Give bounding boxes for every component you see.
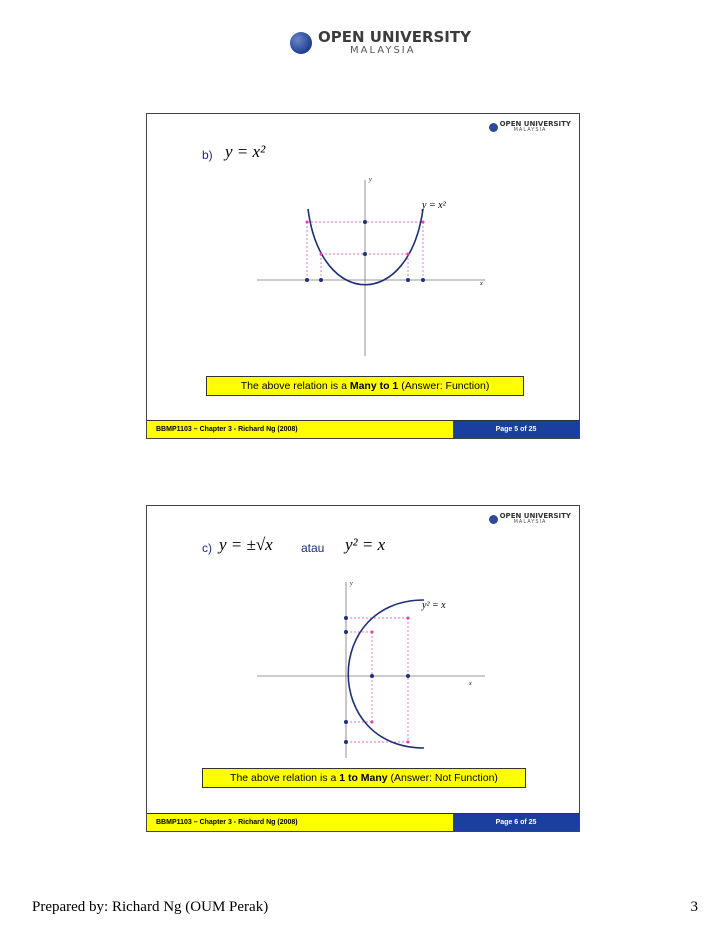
curve-label: y = x²: [422, 200, 446, 211]
slide-logo: OPEN UNIVERSITY MALAYSIA: [489, 121, 571, 133]
slide-label: b): [202, 148, 213, 162]
guide-lines: [346, 618, 408, 742]
logo-line1: OPEN UNIVERSITY: [318, 28, 471, 46]
prepared-by: Prepared by: Richard Ng (OUM Perak): [32, 899, 269, 915]
axis-label-y: y: [369, 177, 372, 183]
footer-course: BBMP1103 – Chapter 3 - Richard Ng (2008): [156, 819, 298, 826]
slide-equation-2: y² = x: [345, 535, 386, 554]
relation-callout: The above relation is a Many to 1 (Answer: Function): [206, 376, 524, 396]
oum-emblem-icon: [489, 515, 498, 524]
footer-page: Page 5 of 25: [453, 421, 579, 438]
slide-5: [146, 113, 580, 439]
axis-label-y: y: [350, 581, 353, 587]
slide-footer: [147, 420, 579, 438]
footer-course: BBMP1103 – Chapter 3 - Richard Ng (2008): [156, 426, 298, 433]
slide-logo: OPEN UNIVERSITY MALAYSIA: [489, 513, 571, 525]
connector-word: atau: [301, 541, 325, 555]
slide-equation: y = x²: [225, 142, 266, 161]
curve-label: y² = x: [422, 600, 446, 611]
slide-footer: [147, 813, 579, 831]
slide-label: c): [202, 541, 212, 555]
logo-line2: MALAYSIA: [350, 45, 416, 56]
sideways-parabola-curve: [348, 600, 424, 748]
relation-callout: The above relation is a 1 to Many (Answer: Not Function): [202, 768, 526, 788]
oum-emblem-icon: [290, 32, 312, 54]
graph-parabola: [147, 174, 579, 404]
slide-6: [146, 505, 580, 832]
curve-points: [371, 617, 410, 744]
axis-label-x: x: [480, 281, 483, 287]
page-number: 3: [690, 899, 698, 915]
header-logo: [290, 28, 471, 58]
graph-sideways-parabola: [147, 578, 579, 768]
slide-equation: y = ±√x: [219, 535, 273, 554]
axis-label-x: x: [469, 681, 472, 687]
oum-emblem-icon: [489, 123, 498, 132]
footer-page: Page 6 of 25: [453, 814, 579, 831]
